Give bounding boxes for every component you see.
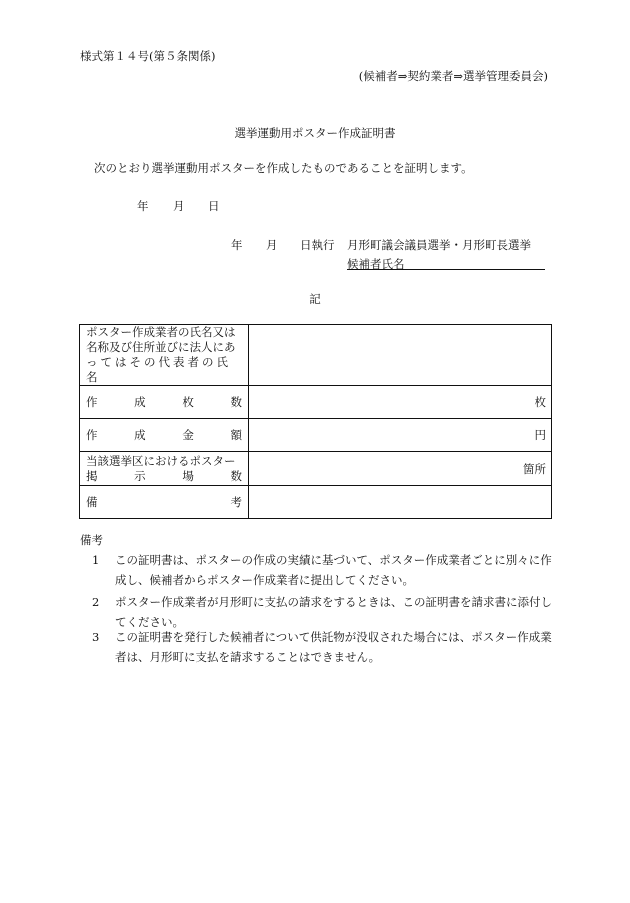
- label-spread: 掲 示 場 数: [86, 468, 242, 483]
- table-row: [80, 419, 552, 452]
- unit-sheets: 枚: [534, 395, 546, 409]
- row-label-remarks: [80, 486, 249, 519]
- remark-number: 2: [92, 595, 100, 609]
- label-line: 当該選挙区におけるポスター: [86, 453, 236, 468]
- form-number: 様式第１４号(第５条関係): [80, 49, 216, 63]
- label-spread: 備 考: [86, 495, 242, 509]
- row-label-amount: [80, 419, 249, 452]
- election-month: 月: [266, 238, 278, 252]
- row-value-count[interactable]: [249, 386, 552, 419]
- unit-yen: 円: [534, 428, 546, 442]
- ki-heading: 記: [309, 292, 321, 306]
- remark-item-1: [92, 550, 560, 590]
- remarks-title: 備考: [80, 533, 103, 547]
- candidate-name-label: 候補者氏名: [347, 257, 405, 271]
- candidate-name-line[interactable]: [347, 269, 545, 270]
- label-spread: 作 成 金 額: [86, 428, 242, 442]
- row-value-maker[interactable]: [249, 325, 552, 386]
- intro-text: 次のとおり選挙運動用ポスターを作成したものであることを証明します。: [94, 161, 473, 175]
- remark-item-3: [92, 627, 560, 667]
- election-year: 年: [231, 238, 243, 252]
- label-line: 名称及び住所並びに法人にあ: [86, 340, 236, 354]
- election-day: 日執行: [300, 238, 335, 252]
- unit-places: 箇所: [523, 461, 546, 476]
- table-row: [80, 386, 552, 419]
- table-row: [80, 452, 552, 486]
- date-day: 日: [208, 199, 220, 213]
- remark-number: 1: [92, 553, 100, 567]
- label-line: ポスター作成業者の氏名又は: [86, 325, 236, 339]
- row-label-count: [80, 386, 249, 419]
- remark-number: 3: [92, 630, 100, 644]
- label-line: ってはその代表者の氏名: [86, 355, 231, 384]
- election-name: 月形町議会議員選挙・月形町長選挙: [347, 238, 531, 252]
- label-spread: 作 成 枚 数: [86, 395, 242, 409]
- date-year: 年: [137, 199, 149, 213]
- certificate-table: [79, 324, 552, 519]
- remark-text: この証明書は、ポスターの作成の実績に基づいて、ポスター作成業者ごとに別々に作成し、候補者からポスター作成業者に提出してください。: [115, 553, 552, 587]
- remark-text: この証明書を発行した候補者について供託物が没収された場合には、ポスター作成業者は、月形町に支払を請求することはできません。: [115, 630, 552, 664]
- row-value-venues[interactable]: [249, 452, 552, 486]
- document-title: 選挙運動用ポスター作成証明書: [234, 126, 396, 140]
- table-row: [80, 486, 552, 519]
- row-value-remarks[interactable]: [249, 486, 552, 519]
- remark-text: ポスター作成業者が月形町に支払の請求をするときは、この証明書を請求書に添付してください。: [115, 595, 552, 629]
- date-month: 月: [173, 199, 185, 213]
- table-row: [80, 325, 552, 386]
- row-value-amount[interactable]: [249, 419, 552, 452]
- routing-note: (候補者⇒契約業者⇒選挙管理委員会): [358, 69, 548, 83]
- remark-item-2: [92, 592, 560, 632]
- row-label-venues: [80, 452, 249, 486]
- row-label-maker: [80, 325, 249, 386]
